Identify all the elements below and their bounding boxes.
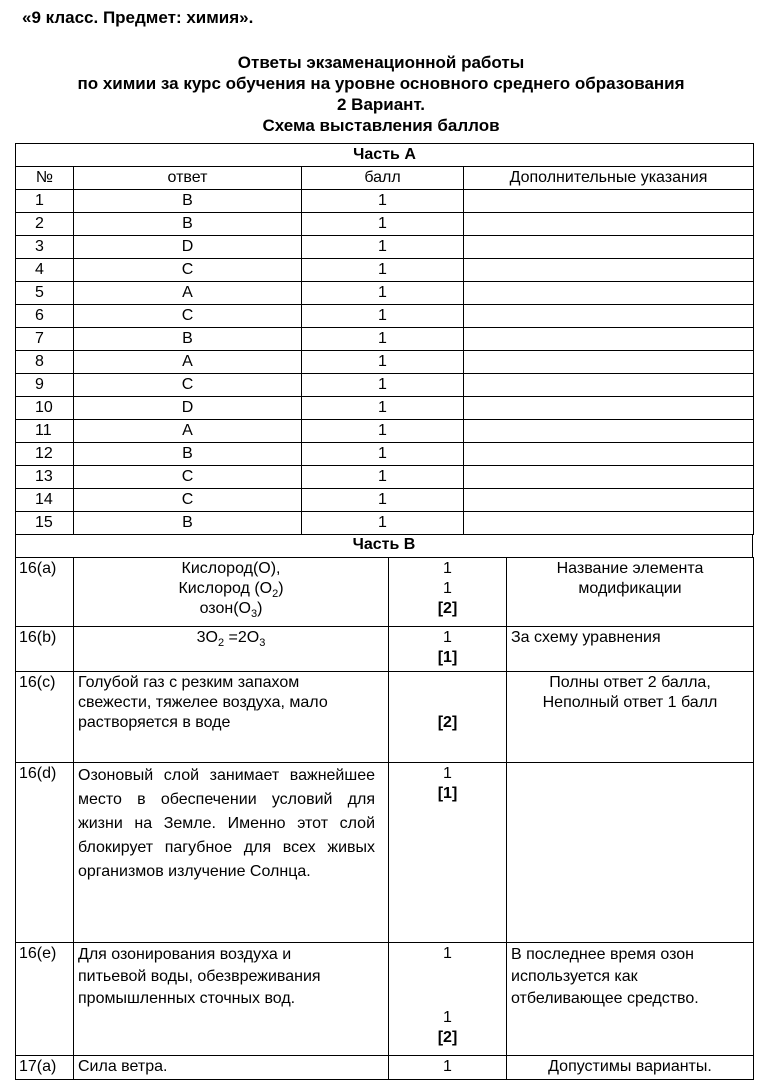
part-a-table xyxy=(15,143,754,535)
score-cell: 1 xyxy=(302,397,464,420)
answer-text: Голубой газ с резким запахом свежести, тяжелее воздуха, мало растворяется в воде xyxy=(78,674,328,731)
notes-cell xyxy=(464,374,754,397)
score-cell xyxy=(389,763,507,943)
title-line-4: Схема выставления баллов xyxy=(262,116,500,135)
score-cell: 1 xyxy=(302,466,464,489)
table-row xyxy=(16,763,754,943)
notes-cell: Допустимы варианты. xyxy=(507,1056,754,1080)
header-answer: ответ xyxy=(74,167,302,190)
score-value: 1 xyxy=(443,765,452,782)
question-number: 4 xyxy=(16,259,74,282)
answer-cell: B xyxy=(74,443,302,466)
part-a-rows xyxy=(16,190,754,535)
notes-cell xyxy=(464,236,754,259)
question-number: 16(c) xyxy=(16,672,74,763)
question-number: 13 xyxy=(16,466,74,489)
answer-cell xyxy=(74,672,389,763)
question-number: 3 xyxy=(16,236,74,259)
notes-cell xyxy=(507,943,754,1056)
score-cell: 1 xyxy=(302,351,464,374)
answer-text: Озоновый слой занимает важнейшее место в обеспечении условий для жизни на Земле. Именно этот слой блокирует пагубное для всех живых организмов излучение Солнца. xyxy=(78,767,375,880)
answer-cell: C xyxy=(74,489,302,512)
score-cell: 1 xyxy=(302,259,464,282)
answer-cell xyxy=(74,763,389,943)
answer-cell: D xyxy=(74,236,302,259)
question-number: 11 xyxy=(16,420,74,443)
notes-cell: За схему уравнения xyxy=(507,627,754,672)
title-line-2: по химии за курс обучения на уровне основного среднего образования xyxy=(77,74,685,93)
score-value: 1 xyxy=(443,1009,452,1026)
question-number: 15 xyxy=(16,512,74,535)
table-row xyxy=(16,512,754,535)
answer-cell: C xyxy=(74,374,302,397)
question-number: 7 xyxy=(16,328,74,351)
score-cell: 1 xyxy=(302,374,464,397)
subject-line: «9 класс. Предмет: химия». xyxy=(22,8,254,27)
part-b-title-table xyxy=(15,534,753,558)
question-number: 16(b) xyxy=(16,627,74,672)
answer-cell: $3O_2 =2O_3$ xyxy=(74,627,389,672)
table-row xyxy=(16,443,754,466)
table-row xyxy=(16,236,754,259)
table-row xyxy=(16,466,754,489)
notes-cell xyxy=(464,259,754,282)
answer-line: Кислород(O), xyxy=(181,560,281,577)
score-total: [1] xyxy=(437,785,458,802)
score-cell: 1 xyxy=(302,190,464,213)
answer-cell xyxy=(74,943,389,1056)
notes-cell xyxy=(464,397,754,420)
score-cell: 1 xyxy=(302,236,464,259)
table-row xyxy=(16,374,754,397)
table-row xyxy=(16,1056,754,1080)
score-cell: 1 xyxy=(389,1056,507,1080)
part-b-title: Часть В xyxy=(16,535,753,558)
notes-cell: Полны ответ 2 балла, Неполный ответ 1 балл xyxy=(507,672,754,763)
score-cell: 1 xyxy=(302,512,464,535)
score-value: 1 xyxy=(443,560,452,577)
notes-cell xyxy=(464,328,754,351)
score-value: 1 xyxy=(443,580,452,597)
notes-cell: Название элемента модификации xyxy=(507,558,754,627)
header-num: № xyxy=(16,167,74,190)
notes-cell xyxy=(464,305,754,328)
answer-cell: B xyxy=(74,190,302,213)
part-b-table xyxy=(15,557,754,1080)
title-line-3: 2 Вариант. xyxy=(336,95,426,114)
score-cell: 1 xyxy=(302,305,464,328)
answer-cell: C xyxy=(74,305,302,328)
score-total: [2] xyxy=(437,1029,458,1046)
table-row xyxy=(16,627,754,672)
question-number: 14 xyxy=(16,489,74,512)
score-total: [2] xyxy=(437,600,458,617)
score-value: 1 xyxy=(443,945,452,962)
answer-cell: A xyxy=(74,351,302,374)
question-number: 16(d) xyxy=(16,763,74,943)
notes-cell xyxy=(507,763,754,943)
notes-cell xyxy=(464,489,754,512)
answer-line: Кислород $(O_2)$ xyxy=(178,580,284,601)
answer-cell: C xyxy=(74,259,302,282)
answer-cell: A xyxy=(74,420,302,443)
table-row xyxy=(16,397,754,420)
question-number: 2 xyxy=(16,213,74,236)
part-a-title: Часть А xyxy=(16,144,754,167)
table-row xyxy=(16,558,754,627)
question-number: 16(e) xyxy=(16,943,74,1056)
table-row xyxy=(16,213,754,236)
score-cell: 1 xyxy=(302,443,464,466)
document-title-block xyxy=(0,52,762,136)
header-notes: Дополнительные указания xyxy=(464,167,754,190)
score-value: 1 xyxy=(443,629,452,646)
question-number: 6 xyxy=(16,305,74,328)
question-number: 16(a) xyxy=(16,558,74,627)
answer-text: Для озонирования воздуха и питьевой воды, обезвреживания промышленных сточных вод. xyxy=(78,946,321,1007)
table-row xyxy=(16,672,754,763)
answer-cell: D xyxy=(74,397,302,420)
notes-cell xyxy=(464,466,754,489)
notes-cell xyxy=(464,512,754,535)
score-cell: 1 xyxy=(302,420,464,443)
table-row xyxy=(16,489,754,512)
score-cell xyxy=(389,558,507,627)
answer-line: $озон(O_3)$ xyxy=(199,600,263,621)
notes-cell xyxy=(464,213,754,236)
score-cell: 1 xyxy=(302,328,464,351)
question-number: 9 xyxy=(16,374,74,397)
answer-cell: B xyxy=(74,213,302,236)
notes-cell xyxy=(464,420,754,443)
table-row xyxy=(16,259,754,282)
header-score: балл xyxy=(302,167,464,190)
question-number: 5 xyxy=(16,282,74,305)
answer-cell: A xyxy=(74,282,302,305)
notes-cell xyxy=(464,443,754,466)
table-row xyxy=(16,943,754,1056)
score-cell xyxy=(389,627,507,672)
score-total: [2] xyxy=(437,714,458,731)
score-cell xyxy=(389,672,507,763)
question-number: 17(a) xyxy=(16,1056,74,1080)
score-total: [1] xyxy=(437,649,458,666)
notes-cell xyxy=(464,190,754,213)
table-row xyxy=(16,328,754,351)
notes-cell xyxy=(464,282,754,305)
question-number: 1 xyxy=(16,190,74,213)
answer-cell: B xyxy=(74,512,302,535)
table-row xyxy=(16,351,754,374)
answer-cell xyxy=(74,558,389,627)
title-line-1: Ответы экзаменационной работы xyxy=(237,53,525,72)
score-cell: 1 xyxy=(302,213,464,236)
question-number: 10 xyxy=(16,397,74,420)
score-cell xyxy=(389,943,507,1056)
answer-cell: B xyxy=(74,328,302,351)
table-row xyxy=(16,282,754,305)
notes-text: В последнее время озон используется как отбеливающее средство. xyxy=(511,946,699,1007)
answer-cell: C xyxy=(74,466,302,489)
question-number: 8 xyxy=(16,351,74,374)
score-cell: 1 xyxy=(302,282,464,305)
notes-cell xyxy=(464,351,754,374)
table-row xyxy=(16,190,754,213)
score-cell: 1 xyxy=(302,489,464,512)
table-row xyxy=(16,420,754,443)
question-number: 12 xyxy=(16,443,74,466)
table-row xyxy=(16,305,754,328)
answer-cell: Сила ветра. xyxy=(74,1056,389,1080)
